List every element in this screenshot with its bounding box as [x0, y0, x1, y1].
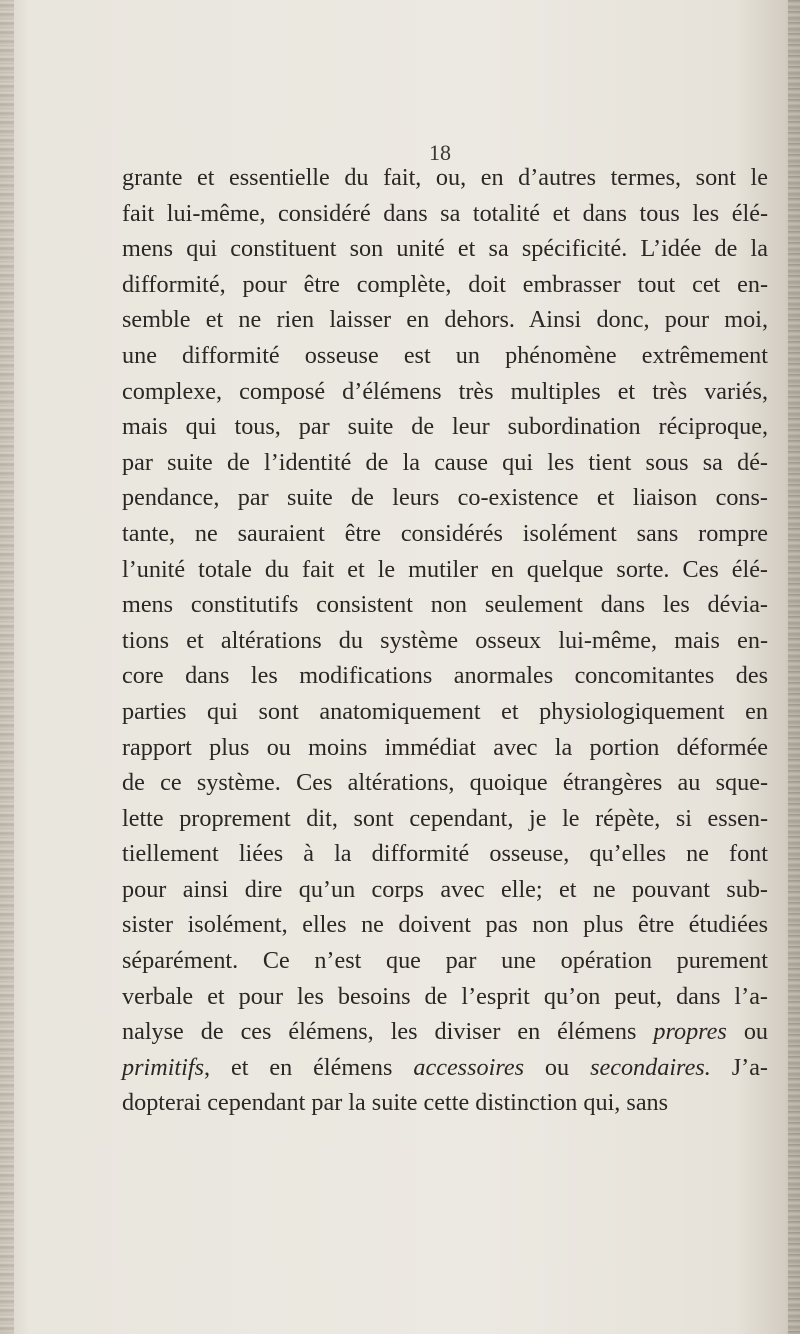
text-line: core dans les modifications anormales concomitantes des [122, 662, 768, 690]
text-line: semble et ne rien laisser en dehors. Ainsi donc, pour moi, [122, 306, 768, 334]
text-line: une difformité osseuse est un phénomène extrêmement [122, 341, 768, 369]
text-line: mens qui constituent son unité et sa spécificité. L’idée de la [122, 235, 768, 263]
text-line: rapport plus ou moins immédiat avec la portion déformée [122, 733, 768, 761]
text-line: sister isolément, elles ne doivent pas non plus être étudiées [122, 911, 768, 939]
text-line: pendance, par suite de leurs co-existence et liaison cons- [122, 484, 768, 512]
text-line [122, 1014, 768, 1050]
text-line: mens constitutifs consistent non seulement dans les dévia- [122, 591, 768, 619]
body-text [122, 160, 768, 1121]
text-line: tions et altérations du système osseux lui-même, mais en- [122, 626, 768, 654]
text-run: nalyse de ces élémens, les diviser en élémens [122, 1018, 654, 1046]
text-line: fait lui-même, considéré dans sa totalité et dans tous les élé- [122, 199, 768, 227]
page-right-edge [788, 0, 800, 1334]
text-line: tiellement liées à la difformité osseuse, qu’elles ne font [122, 840, 768, 868]
text-line: mais qui tous, par suite de leur subordination réciproque, [122, 413, 768, 441]
text-line: difformité, pour être complète, doit embrasser tout cet en- [122, 270, 768, 298]
text-run: J’a- [710, 1053, 768, 1081]
text-run: , et en élémens [204, 1053, 414, 1081]
text-line: complexe, composé d’élémens très multiples et très variés, [122, 377, 768, 405]
text-line: de ce système. Ces altérations, quoique étrangères au sque- [122, 769, 768, 797]
italic-term: secondaires. [590, 1053, 711, 1081]
text-line: verbale et pour les besoins de l’esprit qu’on peut, dans l’a- [122, 982, 768, 1010]
text-line: dopterai cependant par la suite cette distinction qui, sans [122, 1089, 669, 1117]
italic-term: propres [653, 1018, 727, 1046]
text-run: ou [523, 1053, 591, 1081]
text-line: par suite de l’identité de la cause qui les tient sous sa dé- [122, 448, 768, 476]
text-line: grante et essentielle du fait, ou, en d’autres termes, sont le [122, 164, 768, 191]
text-line: parties qui sont anatomiquement et physiologiquement en [122, 697, 768, 725]
page-number: 18 [429, 140, 451, 165]
italic-term: accessoires [413, 1053, 524, 1081]
text-line: tante, ne sauraient être considérés isolément sans rompre [122, 519, 768, 547]
text-run: ou [726, 1018, 769, 1046]
text-line [122, 1050, 768, 1086]
text-line: l’unité totale du fait et le mutiler en quelque sorte. Ces élé- [122, 555, 768, 583]
text-line: pour ainsi dire qu’un corps avec elle; et ne pouvant sub- [122, 875, 768, 903]
text-line: séparément. Ce n’est que par une opération purement [122, 947, 768, 975]
italic-term: primitifs [122, 1053, 204, 1081]
text-line: lette proprement dit, sont cependant, je le répète, si essen- [122, 804, 768, 832]
page-left-edge [0, 0, 14, 1334]
